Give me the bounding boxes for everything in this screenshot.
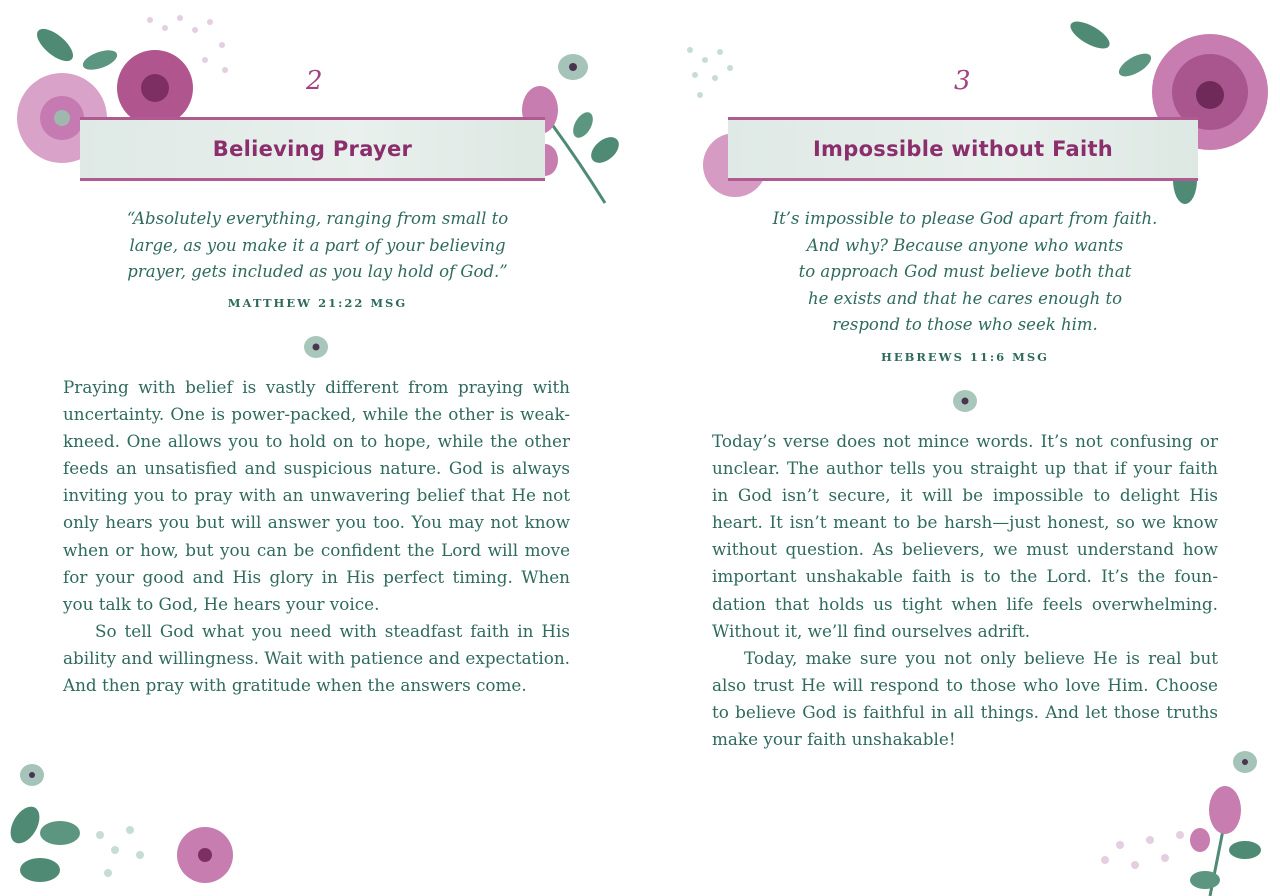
devotion-title: Impossible without Faith	[812, 137, 1114, 161]
quote-line: to approach God must believe both that	[798, 262, 1132, 281]
devotion-body	[63, 374, 570, 699]
quote-line: And why? Because anyone who wants	[806, 235, 1124, 255]
body-line: you talk to God, He hears your voice.	[63, 593, 380, 614]
body-line: to believe God is faithful in all things. And let those truths	[712, 701, 1218, 722]
body-line: unclear. The author tells you straight up that if your faith	[712, 458, 1218, 479]
scripture-reference: HEBREWS 11:6 MSG	[880, 350, 1049, 364]
body-line: Today, make sure you not only believe He is real but	[744, 647, 1218, 668]
devotion-body	[712, 428, 1218, 753]
flower-bottom-left-icon	[0, 755, 250, 896]
body-line: heart. It isn’t meant to be harsh—just honest, so we know	[712, 512, 1218, 533]
small-flower-divider-icon	[302, 334, 330, 360]
body-line: feeds an unsatisfied and suspicious nature. God is always	[63, 458, 570, 479]
body-line: in God isn’t secure, it will be impossible to delight His	[712, 485, 1218, 506]
flower-bottom-right-icon	[1095, 740, 1280, 896]
devotion-number: 2	[306, 66, 323, 96]
body-line: So tell God what you need with steadfast faith in His	[95, 620, 570, 641]
devotion-number: 3	[954, 66, 971, 96]
body-line: make your faith unshakable!	[712, 729, 956, 750]
scripture-quote	[60, 206, 575, 286]
body-line: And then pray with gratitude when the answers come.	[63, 675, 527, 696]
body-line: only hears you but will answer you too. You may not know	[63, 512, 570, 533]
body-line: when or how, but you can be confident the Lord will move	[63, 539, 570, 560]
scripture-quote	[710, 206, 1220, 339]
devotion-title: Believing Prayer	[212, 137, 413, 161]
small-flower-divider-icon	[951, 388, 979, 414]
body-line: ability and willingness. Wait with patience and expectation.	[63, 647, 570, 668]
body-line: important unshakable faith is to the Lord. It’s the foun-	[712, 566, 1218, 587]
body-line: kneed. One allows you to hold on to hope, while the other	[63, 431, 570, 452]
quote-line: It’s impossible to please God apart from faith.	[772, 209, 1158, 228]
body-line: Praying with belief is vastly different from praying with	[63, 377, 570, 397]
body-line: uncertainty. One is power-packed, while the other is weak-	[63, 404, 570, 425]
right-page	[640, 0, 1280, 896]
body-line: inviting you to pray with an unwavering belief that He not	[63, 485, 570, 506]
quote-line: “Absolutely everything, ranging from small to	[126, 209, 509, 228]
body-line: dation that holds us tight when life feels overwhelming.	[712, 593, 1218, 614]
title-banner	[80, 117, 545, 181]
quote-line: he exists and that he cares enough to	[807, 288, 1123, 308]
body-line: Without it, we’ll find ourselves adrift.	[712, 620, 1031, 641]
body-line: Today’s verse does not mince words. It’s not confusing or	[712, 431, 1218, 451]
title-banner	[728, 117, 1198, 181]
quote-line: large, as you make it a part of your believing	[129, 235, 506, 255]
quote-line: respond to those who seek him.	[832, 315, 1098, 334]
body-line: for your good and His glory in His perfect timing. When	[63, 566, 570, 587]
scripture-reference: MATTHEW 21:22 MSG	[227, 296, 408, 310]
quote-line: prayer, gets included as you lay hold of God.”	[127, 262, 508, 281]
body-line: without question. As believers, we must understand how	[712, 539, 1218, 560]
body-line: also trust He will respond to those who love Him. Choose	[712, 674, 1218, 695]
